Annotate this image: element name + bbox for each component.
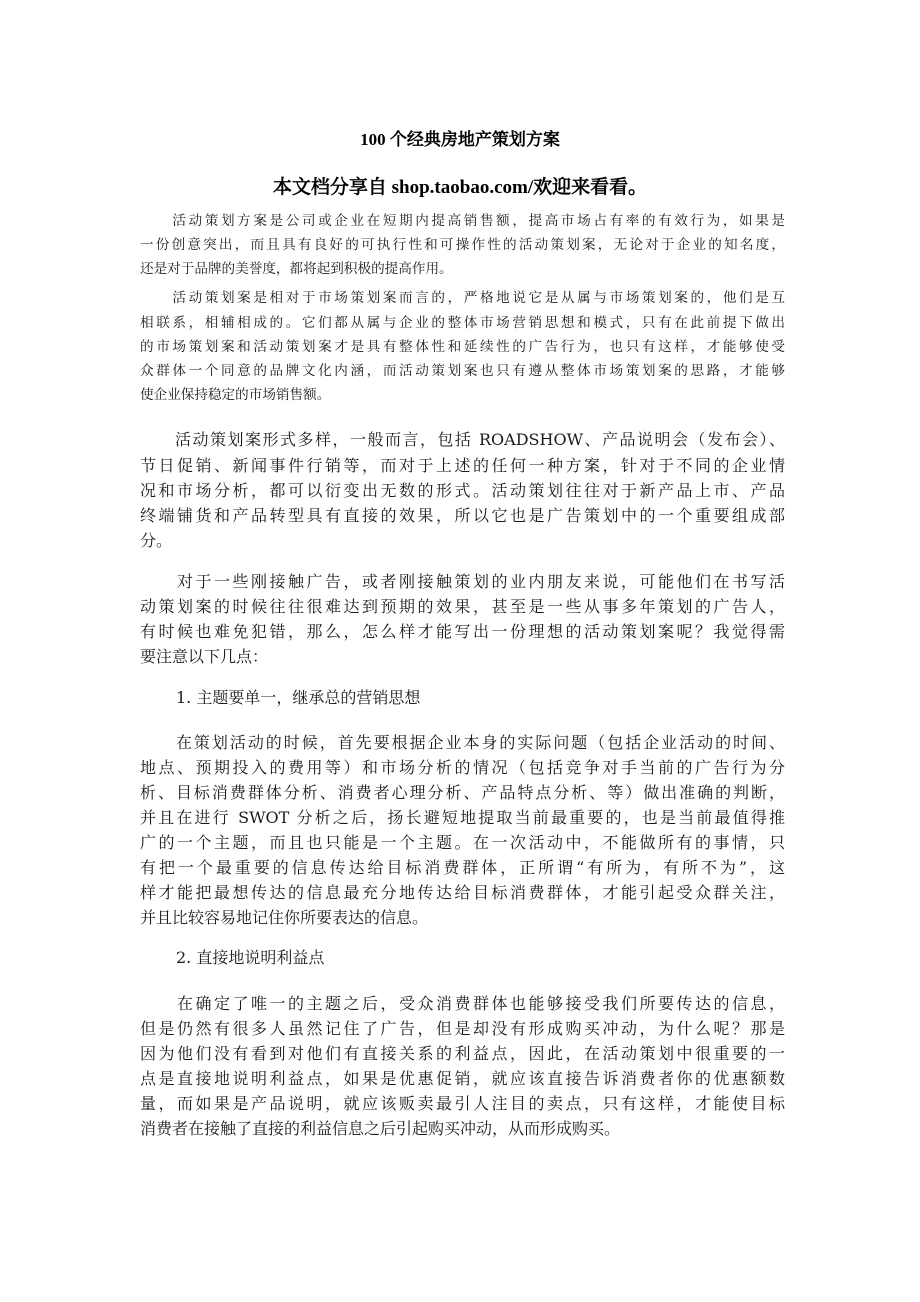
paragraph-line: 况和市场分析，都可以衍变出无数的形式。活动策划往往对于新产品上市、产品 xyxy=(140,481,785,500)
paragraph-line: 活动策划案形式多样，一般而言，包括 ROADSHOW、产品说明会（发布会）、 xyxy=(140,430,785,449)
paragraph-line: 广的一个主题，而且也只能是一个主题。在一次活动中，不能做所有的事情，只 xyxy=(140,833,785,852)
paragraph-line: 在策划活动的时候，首先要根据企业本身的实际问题（包括企业活动的时间、 xyxy=(140,733,785,752)
paragraph-line: 量，而如果是产品说明，就应该贩卖最引人注目的卖点，只有这样，才能使目标 xyxy=(140,1094,785,1113)
paragraph-line: 众群体一个同意的品牌文化内涵，而活动策划案也只有遵从整体市场策划案的思路，才能够 xyxy=(140,363,785,379)
paragraph-line: 终端铺货和产品转型具有直接的效果，所以它也是广告策划中的一个重要组成部 xyxy=(140,506,785,525)
paragraph-line: 有把一个最重要的信息传达给目标消费群体，正所谓“有所为，有所不为”，这 xyxy=(140,858,785,877)
section-heading-2: 2. 直接地说明利益点 xyxy=(176,948,325,967)
paragraph-line: 要注意以下几点： xyxy=(140,647,269,666)
paragraph-line: 但是仍然有很多人虽然记住了广告，但是却没有形成购买冲动，为什么呢？那是 xyxy=(140,1019,785,1038)
paragraph-line: 地点、预期投入的费用等）和市场分析的情况（包括竞争对手当前的广告行为分 xyxy=(140,758,785,777)
paragraph-line: 并且比较容易地记住你所要表达的信息。 xyxy=(140,908,429,927)
document-title: 100 个经典房地产策划方案 xyxy=(360,130,560,149)
paragraph-line: 有时候也难免犯错，那么，怎么样才能写出一份理想的活动策划案呢？我觉得需 xyxy=(140,622,785,641)
paragraph-line: 样才能把最想传达的信息最充分地传达给目标消费群体，才能引起受众群关注， xyxy=(140,883,785,902)
paragraph-line: 因为他们没有看到对他们有直接关系的利益点，因此，在活动策划中很重要的一 xyxy=(140,1044,785,1063)
paragraph-line: 在确定了唯一的主题之后，受众消费群体也能够接受我们所要传达的信息， xyxy=(140,994,785,1013)
paragraph-line: 消费者在接触了直接的利益信息之后引起购买冲动，从而形成购买。 xyxy=(140,1119,621,1138)
paragraph-line: 相联系，相辅相成的。它们都从属与企业的整体市场营销思想和模式，只有在此前提下做出 xyxy=(140,315,785,331)
paragraph-line: 节日促销、新闻事件行销等，而对于上述的任何一种方案，针对于不同的企业情 xyxy=(140,456,785,475)
paragraph-line: 点是直接地说明利益点，如果是优惠促销，就应该直接告诉消费者你的优惠额数 xyxy=(140,1069,785,1088)
paragraph-line: 还是对于品牌的美誉度，都将起到积极的提高作用。 xyxy=(140,261,453,277)
paragraph-line: 对于一些刚接触广告，或者刚接触策划的业内朋友来说，可能他们在书写活 xyxy=(140,572,785,591)
paragraph-line: 的市场策划案和活动策划案才是具有整体性和延续性的广告行为，也只有这样，才能够使受 xyxy=(140,339,785,355)
paragraph-line: 活动策划方案是公司或企业在短期内提高销售额，提高市场占有率的有效行为，如果是 xyxy=(140,213,785,229)
paragraph-line: 使企业保持稳定的市场销售额。 xyxy=(140,387,331,403)
paragraph-line: 分。 xyxy=(140,531,173,550)
section-heading-1: 1. 主题要单一，继承总的营销思想 xyxy=(176,688,421,707)
paragraph-line: 动策划案的时候往往很难达到预期的效果，甚至是一些从事多年策划的广告人， xyxy=(140,597,785,616)
paragraph-line: 一份创意突出，而且具有良好的可执行性和可操作性的活动策划案，无论对于企业的知名度， xyxy=(140,237,785,253)
document-subtitle: 本文档分享自 shop.taobao.com/欢迎来看看。 xyxy=(272,177,648,198)
paragraph-line: 析、目标消费群体分析、消费者心理分析、产品特点分析、等）做出准确的判断， xyxy=(140,783,785,802)
paragraph-line: 活动策划案是相对于市场策划案而言的，严格地说它是从属与市场策划案的，他们是互 xyxy=(140,290,785,306)
paragraph-line: 并且在进行 SWOT 分析之后，扬长避短地提取当前最重要的，也是当前最值得推 xyxy=(140,808,785,827)
